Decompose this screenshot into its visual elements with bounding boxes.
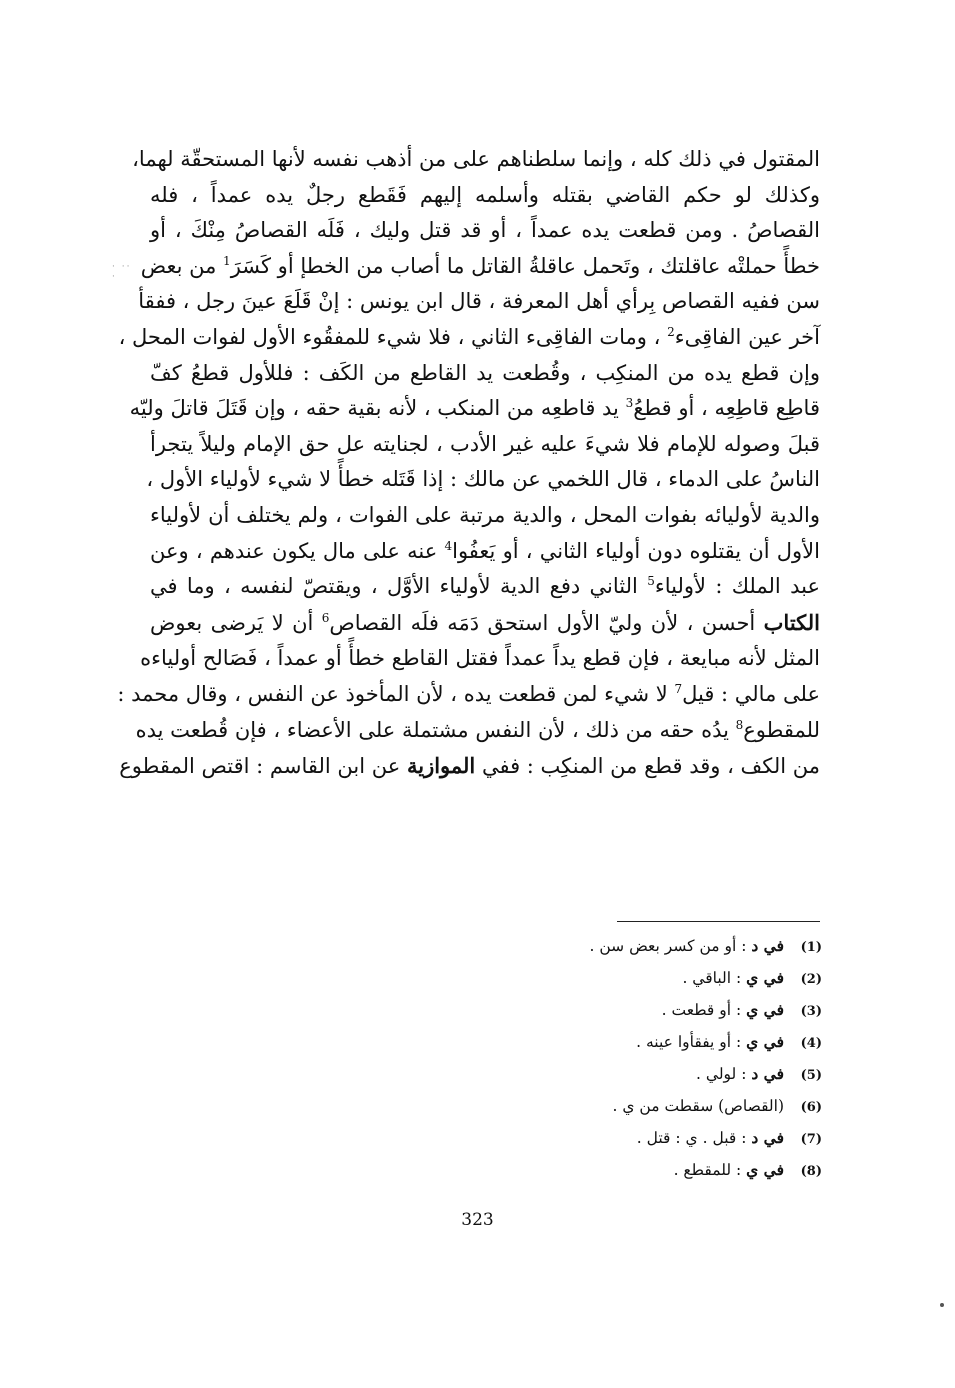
text-line (118, 320, 820, 356)
footnote-item (402, 994, 822, 1026)
text-run: على مالي : قيل (682, 681, 820, 706)
text-run: من الكف ، وقد قطع من المنكِب : ففي (481, 754, 820, 779)
text-run: قاطِع قاطِعِه ، أو قطعُ (633, 396, 820, 421)
text-run: المقتول في ذلك كله ، وإنما سلطناهم على من أذهب نفسه لأنها المستحقّة لهما، (132, 147, 820, 171)
footnote-number: (4) (800, 1036, 822, 1051)
text-line (150, 213, 820, 249)
text-run: وكذلك لو حكم القاضي بقتله وأسلمه إليهم فَقَطع رجلٌ يده عمداً ، فله (150, 182, 820, 207)
scan-speck: · ·· · (112, 262, 132, 282)
footnote-source: في ي (746, 1032, 784, 1051)
footnote-source: في د (751, 1128, 784, 1147)
text-run: للمقطوع (743, 717, 820, 742)
text-run: وإن قطع يده من المنكِب ، وقُطعت يد القاطع من الكَف : فللأول قطعُ كفّ (150, 360, 820, 385)
footnote-item (402, 1090, 822, 1122)
text-run: والدية لأوليائه بفوات المحل ، والدية مرتبة على الفوات ، ولم يختلف أن لأولياء (150, 502, 820, 527)
footnote-number: (8) (800, 1164, 822, 1179)
footnote-source: في ي (746, 968, 784, 987)
footnote-source: في د (751, 1064, 784, 1083)
footnote-item (402, 962, 822, 994)
text-run: قبلَ وصوله للإمام فلا شيءَ عليه غير الأدب ، لجنايته عل حق الإمام وليلاً يتجرأ (150, 431, 820, 456)
text-run: عن ابن القاسم : اقتص المقطوع (119, 754, 407, 779)
footnote-ref: 6 (321, 610, 330, 625)
footnote-item (402, 1026, 822, 1058)
footnote-ref: 8 (735, 717, 744, 732)
footnote-source: في ي (746, 1160, 784, 1179)
text-run: الناسُ على الدماء ، قال اللخمي عن مالك : إذا قَتَله خطأً لا شيء لأولياء الأول ، (146, 467, 820, 492)
text-line (150, 534, 820, 570)
footnote-text: : أو من كسر بعض سن . (589, 937, 752, 955)
text-line (146, 462, 820, 498)
text-line (129, 391, 820, 427)
text-line (150, 178, 820, 214)
text-run: المثل لأنه مبايعة ، فإن قطع يداً عمداً فقتل القاطع خطأً أو عمداً ، فَصَالح أولياءه (140, 646, 820, 671)
text-run: يدُه حقه من ذلك ، لأن النفس مشتملة على الأعضاء ، فإن قُطعت يده (135, 717, 736, 742)
footnote-number: (1) (800, 940, 822, 955)
footnote-ref: 4 (444, 538, 453, 553)
footnote-text: : للمقطع . (673, 1161, 747, 1179)
footnote-text: : أو قطعت . (661, 1001, 747, 1019)
footnote-text: : الباقي . (682, 969, 747, 987)
footnote-text: : أو يفقأوا عينه . (636, 1033, 747, 1051)
text-line (150, 498, 820, 534)
text-run: أحسن ، لأن وليّ الأول استحق دَمَه فلَه القصاص (329, 610, 764, 635)
text-run: يد قاطعِه من المنكب ، لأنه بقية حقه ، وإن قَتَلَ قاتلَ وليّه (129, 396, 626, 421)
text-line (150, 356, 820, 392)
text-line (117, 677, 820, 713)
text-line (119, 748, 820, 785)
footnote-separator (617, 921, 820, 922)
text-line (140, 249, 820, 285)
text-run: عنه على مال يكون عندهم ، وعن (150, 538, 445, 563)
footnote-ref: 3 (625, 396, 634, 411)
footnote-text: : قبل . ي : قتل . (636, 1129, 752, 1147)
text-line (150, 569, 820, 605)
text-run: أن لا يَرضى بعوض (150, 610, 322, 635)
footnote-ref: 5 (647, 574, 655, 589)
text-run: القصاصُ . ومن قطعت يده عمداً ، أو قد قتل وليك ، فَلَه القصاصُ مِنْكَ ، أو (150, 218, 820, 243)
text-run: خطأً حملتْه عاقلتك ، وتَحمل عاقلةُ القاتل ما أصاب من الخطإ أو كَسَرَ (230, 253, 820, 278)
footnotes-list (402, 930, 822, 1186)
text-run: من بعض (140, 253, 224, 278)
text-run: الثاني دفع الدية لأولياء الأوَّل ، ويقتصّ لنفسه ، وما في (150, 574, 648, 599)
book-title-bold: الكتاب (763, 609, 820, 635)
scan-dot (940, 1303, 944, 1307)
footnote-ref: 2 (667, 324, 675, 339)
footnote-text: (القصاص) سقطت من ي . (612, 1097, 784, 1115)
footnote-ref: 7 (674, 681, 683, 696)
page-number: 323 (461, 1210, 494, 1230)
footnote-source: في د (751, 936, 784, 955)
text-line (140, 641, 820, 677)
text-line (132, 142, 820, 178)
footnote-item (402, 1122, 822, 1154)
footnote-ref: 1 (223, 253, 231, 268)
text-run: سن ففيه القصاص بِرأي أهل المعرفة ، قال ابن يونس : إنْ قَلَعَ عينَ رجل ، ففقأ (138, 289, 820, 314)
footnote-text: : لولي . (696, 1065, 752, 1083)
footnote-item (402, 1154, 822, 1186)
footnote-number: (6) (800, 1100, 822, 1115)
text-line (150, 427, 820, 463)
footnote-number: (7) (800, 1132, 822, 1147)
footnote-item (402, 930, 822, 962)
text-run: ، ومات الفاقِىء الثاني ، فلا شيء للمفقُوء الأول لفوات المحل ، (118, 324, 668, 349)
footnote-number: (5) (800, 1068, 822, 1083)
text-run: الأول أن يقتلوه دون أولياء الثاني ، أو يَعفُوا (452, 538, 820, 563)
main-body-text (117, 142, 820, 785)
footnote-number: (3) (800, 1004, 822, 1019)
footnote-number: (2) (800, 972, 822, 987)
book-title-bold: الموازية (406, 753, 476, 779)
text-run: لا شيء لمن قطعت يده ، لأن المأخوذ عن النفس ، وقال محمد : (117, 681, 675, 706)
text-run: عبد الملك : لأولياء (654, 574, 820, 599)
text-run: آخر عين الفاقِىء (674, 324, 820, 349)
text-line (135, 713, 820, 749)
text-line (138, 284, 820, 320)
footnote-source: في ي (746, 1000, 784, 1019)
footnote-item (402, 1058, 822, 1090)
text-line (150, 605, 820, 642)
